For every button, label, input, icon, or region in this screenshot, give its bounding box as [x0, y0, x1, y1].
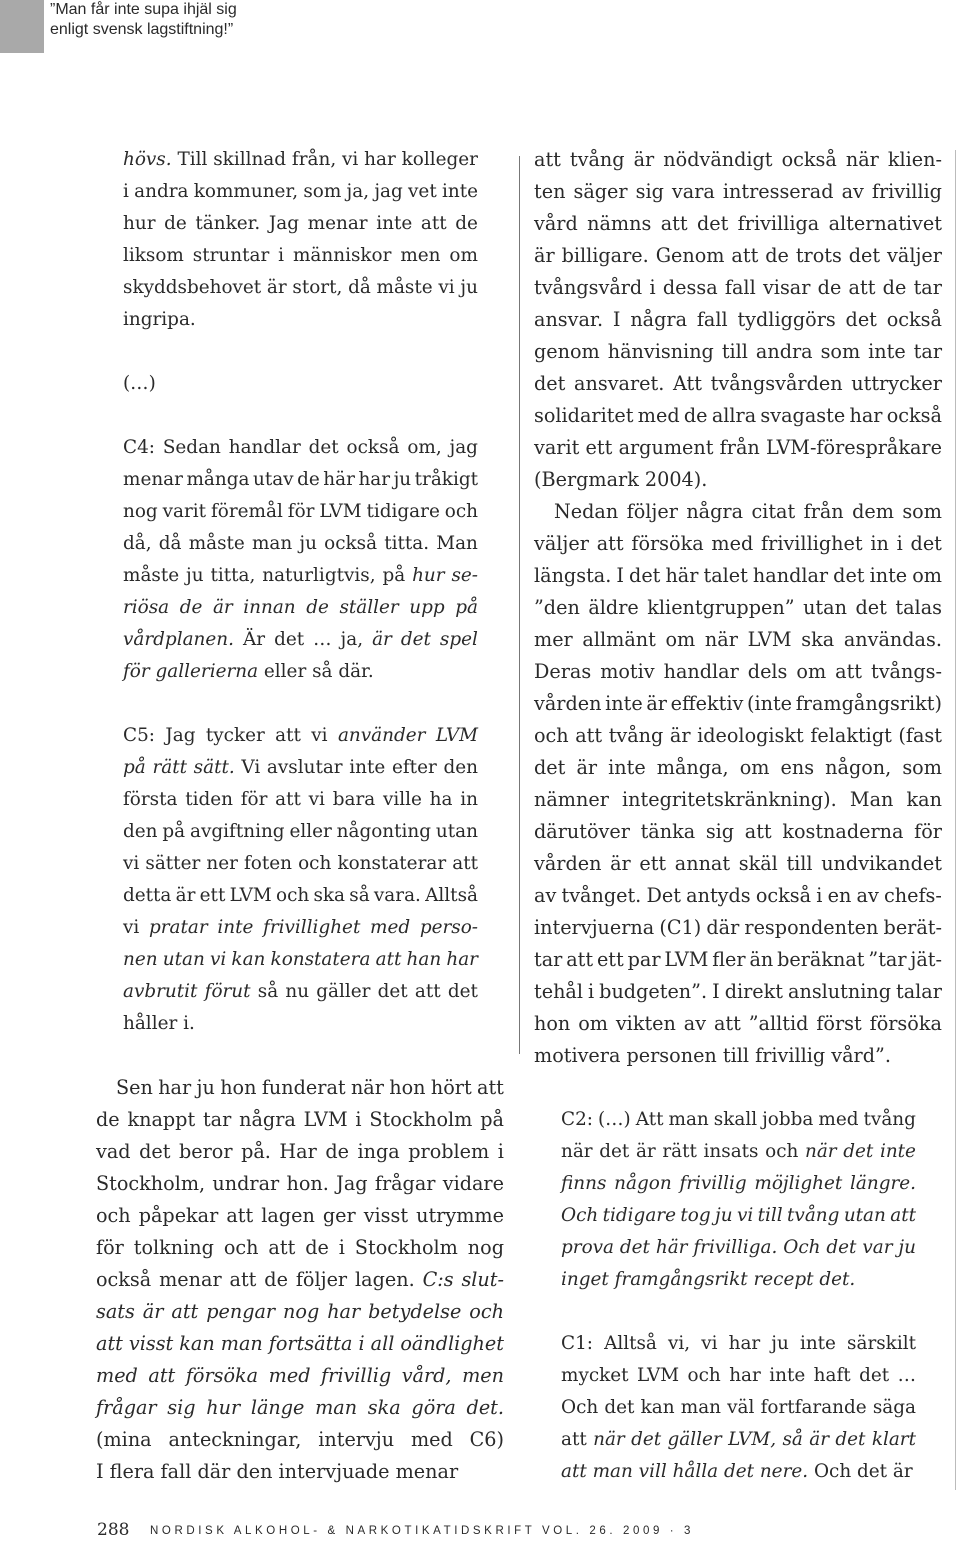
text-line: och påpekar att lagen ger visst utrymme: [96, 1204, 504, 1227]
text-line: av tvånget. Det antyds också i en av chefs-: [534, 884, 942, 907]
text-line: (…): [123, 373, 156, 394]
text-line: vi sätter ner foten och konstaterar att: [123, 853, 478, 874]
text-line: hon om vikten av att ”alltid först försöka: [534, 1012, 942, 1035]
text-line: att visst kan man fortsätta i all oändlighet: [96, 1332, 504, 1355]
text-line: C2: (…) Att man skall jobba med tvång: [561, 1109, 916, 1130]
text-line: finns någon frivillig möjlighet längre.: [561, 1173, 916, 1194]
text-line: Sen har ju hon funderat när hon hört att: [116, 1076, 504, 1099]
text-line: att tvång är nödvändigt också när klien-: [534, 148, 942, 171]
text-line: för tolkning och att de i Stockholm nog: [96, 1236, 504, 1259]
text-line: tehål i budgeten”. I direkt anslutning talar: [534, 980, 942, 1003]
text-line: Och tidigare tog ju vi till tvång utan att: [561, 1205, 916, 1226]
text-line: mycket LVM och har inte haft det …: [561, 1365, 916, 1386]
text-line: genom hänvisning till andra som inte tar: [534, 340, 942, 363]
text-line: intervjuerna (C1) där respondenten berät-: [534, 916, 942, 939]
text-line: är billigare. Genom att de trots det väljer: [534, 244, 942, 267]
text-line: skyddsbehovet är stort, då måste vi ju: [123, 277, 478, 298]
text-line: Och det kan man väl fortfarande säga: [561, 1397, 916, 1418]
text-line: frågar sig hur länge man ska göra det.: [96, 1396, 504, 1419]
text-line: varit ett argument från LVM-förespråkare: [534, 436, 942, 459]
text-line: att man vill hålla det nere. Och det är: [561, 1461, 913, 1482]
text-line: det ansvaret. Att tvångsvården uttrycker: [534, 372, 942, 395]
text-line: C5: Jag tycker att vi använder LVM: [123, 725, 478, 746]
text-line: C4: Sedan handlar det också om, jag: [123, 437, 478, 458]
text-line: hur de tänker. Jag menar inte att de: [123, 213, 478, 234]
text-line: nämner integritetskränkning). Man kan: [534, 788, 942, 811]
journal-name: NORDISK ALKOHOL- & NARKOTIKATIDSKRIFT VOL. 26. 2009 · 3: [150, 1525, 694, 1537]
text-line: ingripa.: [123, 309, 196, 330]
text-line: med att försöka med frivillig vård, men: [96, 1364, 504, 1387]
text-line: vad det beror på. Har de inga problem i: [96, 1140, 504, 1163]
text-line: vi pratar inte frivillighet med perso-: [123, 917, 478, 938]
running-title-line: enligt svensk lagstiftning!”: [50, 21, 234, 38]
text-line: längsta. I det här talet handlar det inte om: [534, 564, 942, 587]
text-line: I flera fall där den intervjuade menar: [96, 1460, 459, 1483]
text-line: de knappt tar några LVM i Stockholm på: [96, 1108, 504, 1131]
text-line: ten säger sig vara intresserad av frivillig: [534, 180, 942, 203]
text-line: det är inte många, om ens någon, som: [534, 756, 942, 779]
text-line: Deras motiv handlar dels om att tvångs-: [534, 660, 942, 683]
text-line: vård nämns att det frivilliga alternativet: [534, 212, 942, 235]
text-line: väljer att försöka med frivillighet in i det: [534, 532, 942, 555]
running-title: [50, 0, 237, 40]
text-line: liksom struntar i människor men om: [123, 245, 478, 266]
text-line: inget framgångsrikt recept det.: [561, 1269, 856, 1290]
text-line: nog varit föremål för LVM tidigare och: [123, 501, 478, 522]
text-line: Stockholm, undrar hon. Jag frågar vidare: [96, 1172, 504, 1195]
text-line: också menar att de följer lagen. C:s slut-: [96, 1268, 504, 1291]
text-line: solidaritet med de allra svagaste har också: [534, 404, 942, 427]
text-line: sats är att pengar nog har betydelse och: [96, 1300, 504, 1323]
text-line: (mina anteckningar, intervju med C6): [96, 1428, 504, 1451]
text-line: riösa de är innan de ställer upp på: [123, 597, 478, 618]
text-line: motivera personen till frivillig vård”.: [534, 1044, 891, 1067]
text-line: Nedan följer några citat från dem som: [554, 500, 942, 523]
header-color-block: [0, 0, 44, 53]
text-line: och att tvång är ideologiskt felaktigt (fast: [534, 724, 942, 747]
text-line: vården inte är effektiv (inte framgångsrikt): [534, 692, 942, 715]
text-line: menar många utav de här har ju tråkigt: [123, 469, 478, 490]
text-line: vården är ett annat skäl till undvikandet: [534, 852, 942, 875]
text-line: då, då måste man ju också titta. Man: [123, 533, 478, 554]
text-line: detta är ett LVM och ska så vara. Alltså: [123, 885, 478, 906]
text-line: måste ju titta, naturligtvis, på hur se-: [123, 565, 478, 586]
column-rule: [519, 156, 520, 1054]
text-line: nen utan vi kan konstatera att han har: [123, 949, 478, 970]
text-line: att när det gäller LVM, så är det klart: [561, 1429, 916, 1450]
text-line: hövs. Till skillnad från, vi har kolleger: [123, 149, 478, 170]
text-line: prova det här frivilliga. Och det var ju: [561, 1237, 916, 1258]
text-line: vårdplanen. Är det … ja, är det spel: [123, 629, 478, 650]
text-line: den på avgiftning eller någonting utan: [123, 821, 478, 842]
text-line: mer allmänt om när LVM ska användas.: [534, 628, 942, 651]
text-line: ”den äldre klientgruppen” utan det talas: [534, 596, 942, 619]
text-line: för gallerierna eller så där.: [123, 661, 374, 682]
text-line: ansvar. I några fall tydliggörs det också: [534, 308, 942, 331]
text-line: i andra kommuner, som ja, jag vet inte: [123, 181, 478, 202]
text-line: avbrutit förut så nu gäller det att det: [123, 981, 478, 1002]
text-line: på rätt sätt. Vi avslutar inte efter den: [123, 757, 478, 778]
text-line: (Bergmark 2004).: [534, 468, 708, 491]
text-line: tvångsvård i dessa fall visar de att de tar: [534, 276, 942, 299]
text-line: första tiden för att vi bara ville ha in: [123, 789, 478, 810]
text-line: tar att ett par LVM fler än beräknat ”tar jät-: [534, 948, 942, 971]
page-number: 288: [97, 1520, 130, 1540]
text-line: när det är rätt insats och när det inte: [561, 1141, 916, 1162]
text-line: C1: Alltså vi, vi har ju inte särskilt: [561, 1333, 916, 1354]
text-line: därutöver tänka sig att kostnaderna för: [534, 820, 942, 843]
text-line: håller i.: [123, 1013, 195, 1034]
page-edge-rule: [955, 150, 956, 1490]
running-title-line: ”Man får inte supa ihjäl sig: [50, 1, 237, 18]
